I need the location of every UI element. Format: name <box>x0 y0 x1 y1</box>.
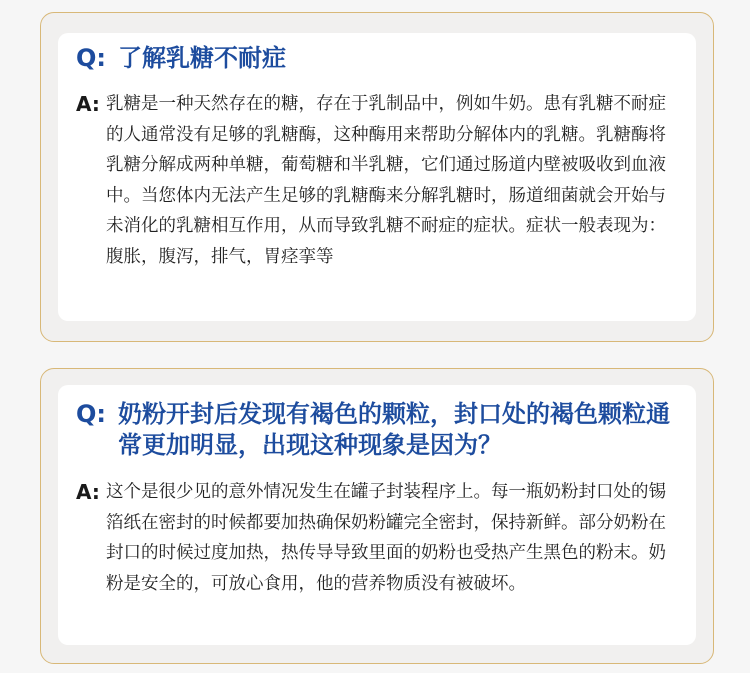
question-prefix: Q: <box>76 44 106 72</box>
faq-card-content <box>58 385 696 645</box>
question-prefix: Q: <box>76 400 106 428</box>
answer-prefix: A: <box>76 480 100 504</box>
faq-card-lactose-intolerance <box>40 12 714 342</box>
question-text: 了解乳糖不耐症 <box>118 44 286 72</box>
faq-question <box>76 43 678 74</box>
question-text: 奶粉开封后发现有褐色的颗粒，封口处的褐色颗粒通常更加明显，出现这种现象是因为？ <box>118 400 670 459</box>
faq-answer <box>76 89 680 272</box>
faq-answer <box>76 477 680 599</box>
faq-question <box>76 399 678 461</box>
answer-prefix: A: <box>76 92 100 116</box>
faq-card-brown-particles <box>40 368 714 664</box>
faq-card-content <box>58 33 696 321</box>
answer-text: 乳糖是一种天然存在的糖，存在于乳制品中，例如牛奶。患有乳糖不耐症的人通常没有足够的乳糖酶，这种酶用来帮助分解体内的乳糖。乳糖酶将乳糖分解成两种单糖，葡萄糖和半乳糖，它们通过肠道内壁被吸收到血液中。当您体内无法产生足够的乳糖酶来分解乳糖时，肠道细菌就会开始与未消化的乳糖相互作用，从而导致乳糖不耐症的症状。症状一般表现为：腹胀，腹泻，排气，胃痉挛等 <box>106 94 666 267</box>
answer-text: 这个是很少见的意外情况发生在罐子封装程序上。每一瓶奶粉封口处的锡箔纸在密封的时候都要加热确保奶粉罐完全密封，保持新鲜。部分奶粉在封口的时候过度加热，热传导导致里面的奶粉也受热产生黑色的粉末。奶粉是安全的，可放心食用，他的营养物质没有被破坏。 <box>106 482 666 594</box>
